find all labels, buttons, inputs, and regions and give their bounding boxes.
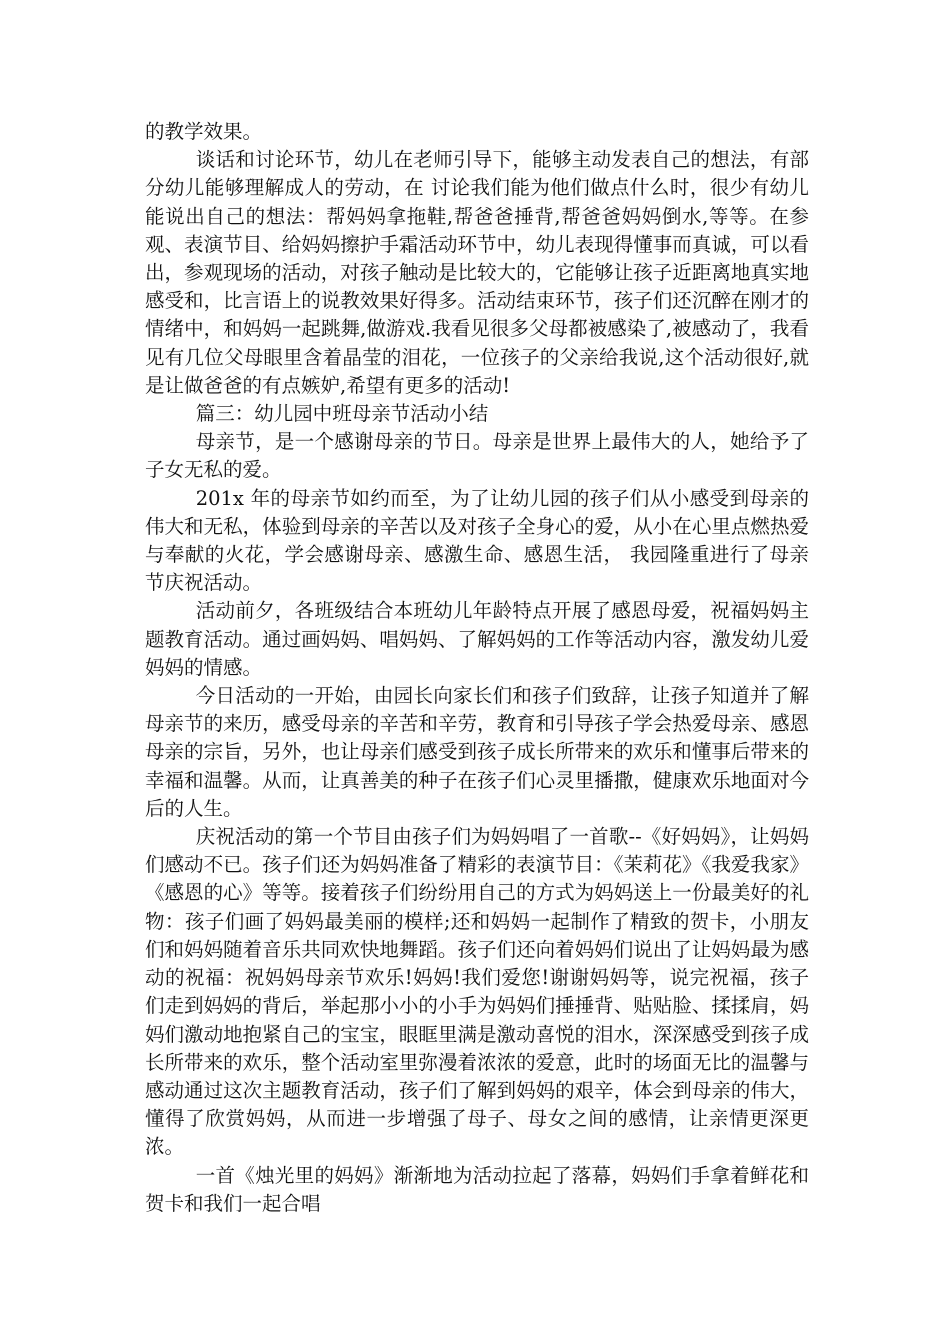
paragraph-closing: 一首《烛光里的妈妈》渐渐地为活动拉起了落幕，妈妈们手拿着鲜花和贺卡和我们一起合唱 [145,1163,809,1215]
paragraph-preparation: 活动前夕，各班级结合本班幼儿年龄特点开展了感恩母爱，祝福妈妈主题教育活动。通过画妈妈、唱妈妈、了解妈妈的工作等活动内容，激发幼儿爱妈妈的情感。 [145,599,809,679]
paragraph-celebration: 庆祝活动的第一个节目由孩子们为妈妈唱了一首歌--《好妈妈》，让妈妈们感动不已。孩子们还为妈妈准备了精彩的表演节目：《茉莉花》《我爱我家》《感恩的心》等等。接着孩子们纷纷用自己的方式为妈妈送上一份最美好的礼物：孩子们画了妈妈最美丽的模样;还和妈妈一起制作了精致的贺卡，小朋友们和妈妈随着音乐共同欢快地舞蹈。孩子们还向着妈妈们说出了让妈妈最为感动的祝福：祝妈妈母亲节欢乐!妈妈!我们爱您!谢谢妈妈等，说完祝福，孩子们走到妈妈的背后，举起那小小的小手为妈妈们捶捶背、贴贴脸、揉揉肩，妈妈们激动地抱紧自己的宝宝，眼眶里满是激动喜悦的泪水，深深感受到孩子成长所带来的欢乐，整个活动室里弥漫着浓浓的爱意，此时的场面无比的温馨与感动通过这次主题教育活动，孩子们了解到妈妈的艰辛，体会到母亲的伟大，懂得了欣赏妈妈，从而进一步增强了母子、母女之间的感情，让亲情更深更浓。 [145,825,809,1159]
section-heading: 篇三：幼儿园中班母亲节活动小结 [195,402,489,426]
paragraph-discussion: 谈话和讨论环节，幼儿在老师引导下，能够主动发表自己的想法，有部分幼儿能够理解成人的劳动，在 讨论我们能为他们做点什么时，很少有幼儿能说出自己的想法：帮妈妈拿拖鞋,帮爸爸捶背,帮爸爸妈妈倒水,等等。在参观、表演节目、给妈妈擦护手霜活动环节中，幼儿表现得懂事而真诚，可以看出，参观现场的活动，对孩子触动是比较大的，它能够让孩子近距离地真实地感受和，比言语上的说教效果好得多。活动结束环节，孩子们还沉醉在刚才的情绪中，和妈妈一起跳舞,做游戏.我看见很多父母都被感染了,被感动了，我看见有几位父母眼里含着晶莹的泪花，一位孩子的父亲给我说,这个活动很好,就是让做爸爸的有点嫉妒,希望有更多的活动! [145,148,809,397]
document-page [145,118,809,1218]
paragraph-201x: 201x 年的母亲节如约而至，为了让幼儿园的孩子们从小感受到母亲的伟大和无私，体验到母亲的辛苦以及对孩子全身心的爱，从小在心里点燃热爱与奉献的火花，学会感谢母亲、感激生命、感恩生活， 我园隆重进行了母亲节庆祝活动。 [145,486,809,595]
paragraph-mothers-day-intro: 母亲节，是一个感谢母亲的节日。母亲是世界上最伟大的人，她给予了子女无私的爱。 [145,430,809,482]
paragraph-opening: 今日活动的一开始，由园长向家长们和孩子们致辞，让孩子知道并了解母亲节的来历，感受母亲的辛苦和辛劳，教育和引导孩子学会热爱母亲、感恩母亲的宗旨，另外，也让母亲们感受到孩子成长所带来的欢乐和懂事后带来的幸福和温馨。从而，让真善美的种子在孩子们心灵里播撒，健康欢乐地面对今后的人生。 [145,684,809,820]
paragraph-continuation: 的教学效果。 [145,120,263,143]
